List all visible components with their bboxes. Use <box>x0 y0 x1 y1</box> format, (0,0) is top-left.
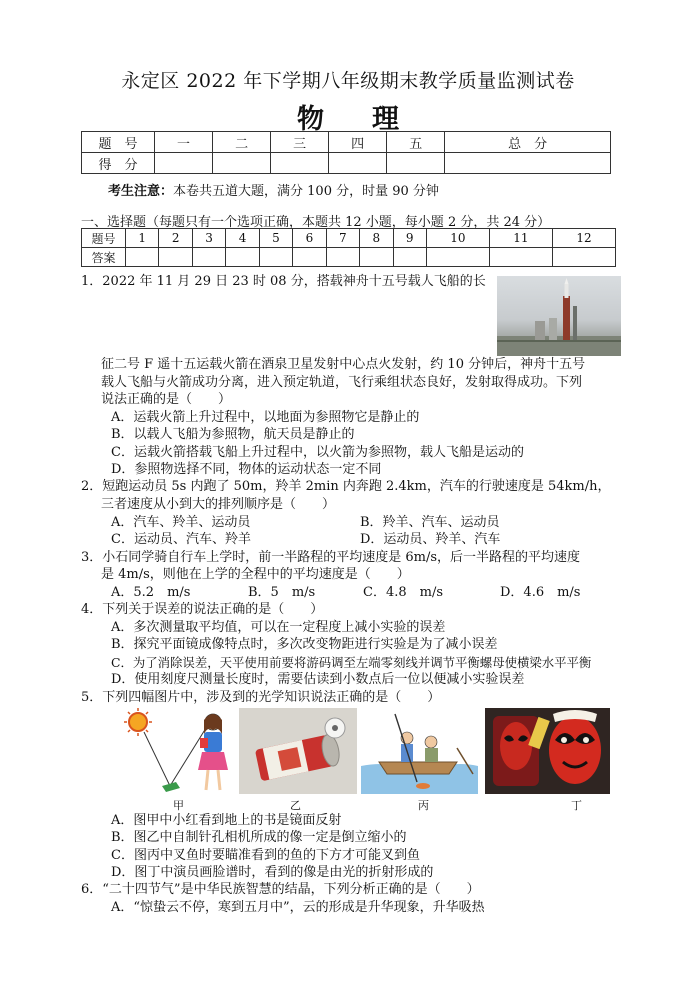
option-a[interactable]: A．图甲中小红看到地上的书是镜面反射 <box>111 813 342 828</box>
answer-table-answer-row <box>82 248 616 267</box>
notice-label: 考生注意： <box>108 184 174 199</box>
answer-cell: 1 <box>126 229 159 248</box>
score-cell: 题 号 <box>82 132 155 153</box>
option-c[interactable]: C．为了消除误差，天平使用前要将游码调至左端零刻线并调节平衡螺母使横梁水平平衡 <box>111 655 592 670</box>
spearfishing-boat-image <box>361 708 478 794</box>
answer-cell: 3 <box>192 229 225 248</box>
figure-caption: 丁 <box>571 799 582 812</box>
option-d[interactable]: D．使用刻度尺测量长度时，需要估读到小数点后一位以便减小实验误差 <box>111 672 525 687</box>
rocket-launch-photo <box>497 276 621 356</box>
answer-cell[interactable] <box>226 248 259 267</box>
option-d[interactable]: D．运动员、羚羊、汽车 <box>360 532 501 547</box>
option-c[interactable]: C．4.8 m/s <box>363 585 443 600</box>
question-6-line: 6．“二十四节气”是中华民族智慧的结晶，下列分析正确的是（ ） <box>81 882 480 897</box>
opera-mask-image <box>485 708 610 794</box>
option-c[interactable]: C．运载火箭搭载飞船上升过程中，以火箭为参照物，载人飞船是运动的 <box>111 445 524 460</box>
option-d[interactable]: D．图丁中演员画脸谱时，看到的像是由光的折射形成的 <box>111 865 434 880</box>
option-b[interactable]: B．以载人飞船为参照物，航天员是静止的 <box>111 427 355 442</box>
score-cell: 一 <box>155 132 213 153</box>
score-table-header-row <box>82 132 611 153</box>
answer-cell[interactable] <box>293 248 326 267</box>
answer-cell: 题号 <box>82 229 126 248</box>
question-4-line: 4．下列关于误差的说法正确的是（ ） <box>81 602 324 617</box>
exam-title: 永定区 2022 年下学期八年级期末教学质量监测试卷 <box>121 70 575 92</box>
score-cell: 四 <box>329 132 387 153</box>
girl-sun-book-image <box>118 708 234 794</box>
option-c[interactable]: C．运动员、汽车、羚羊 <box>111 532 251 547</box>
question-2-line: 2．短跑运动员 5s 内跑了 50m，羚羊 2min 内奔跑 2.4km，汽车的行驶速度是 54km/h， <box>81 479 611 494</box>
option-b[interactable]: B．探究平面镜成像特点时，多次改变物距进行实验是为了减小误差 <box>111 637 498 652</box>
figure-jia-girl-reflection <box>118 708 234 794</box>
answer-cell[interactable] <box>192 248 225 267</box>
answer-cell[interactable] <box>159 248 192 267</box>
answer-cell: 7 <box>326 229 359 248</box>
score-cell: 二 <box>213 132 271 153</box>
figure-caption: 甲 <box>173 799 184 812</box>
score-cell[interactable] <box>387 153 445 174</box>
answer-cell[interactable] <box>259 248 292 267</box>
answer-cell[interactable] <box>126 248 159 267</box>
answer-cell: 9 <box>393 229 426 248</box>
question-3-line: 3．小石同学骑自行车上学时，前一半路程的平均速度是 6m/s，后一半路程的平均速度 <box>81 550 581 565</box>
answer-cell: 8 <box>360 229 393 248</box>
option-d[interactable]: D．4.6 m/s <box>500 585 581 600</box>
question-1-line: 1．2022 年 11 月 29 日 23 时 08 分，搭载神舟十五号载人飞船的长 <box>81 274 486 289</box>
figure-ding-face-painting <box>485 708 610 794</box>
figure-caption: 乙 <box>290 799 301 812</box>
question-5-line: 5．下列四幅图片中，涉及到的光学知识说法正确的是（ ） <box>81 690 441 705</box>
answer-cell[interactable] <box>426 248 489 267</box>
score-table-score-row <box>82 153 611 174</box>
answer-cell: 6 <box>293 229 326 248</box>
option-a[interactable]: A．汽车、羚羊、运动员 <box>111 515 251 530</box>
score-cell: 三 <box>271 132 329 153</box>
option-c[interactable]: C．图丙中叉鱼时要瞄准看到的鱼的下方才可能叉到鱼 <box>111 848 420 863</box>
option-b[interactable]: B．羚羊、汽车、运动员 <box>360 515 500 530</box>
score-cell[interactable] <box>445 153 611 174</box>
answer-table <box>81 228 616 267</box>
figure-yi-pinhole-camera <box>239 708 357 794</box>
score-cell: 得 分 <box>82 153 155 174</box>
answer-cell[interactable] <box>326 248 359 267</box>
answer-cell: 4 <box>226 229 259 248</box>
question-1-line: 征二号 F 遥十五运载火箭在酒泉卫星发射中心点火发射，约 10 分钟后，神舟十五号 <box>101 357 586 372</box>
question-1-line: 载人飞船与火箭成功分离，进入预定轨道，飞行乘组状态良好，发射取得成功。下列 <box>101 375 583 390</box>
answer-cell: 5 <box>259 229 292 248</box>
answer-cell: 11 <box>489 229 552 248</box>
answer-cell[interactable] <box>489 248 552 267</box>
answer-cell: 2 <box>159 229 192 248</box>
exam-notice <box>108 180 439 199</box>
question-1-line: 说法正确的是（ ） <box>101 392 232 407</box>
subject-title: 物理 <box>297 104 447 135</box>
option-b[interactable]: B．5 m/s <box>248 585 316 600</box>
answer-cell: 12 <box>552 229 615 248</box>
figure-bing-spearfishing <box>361 708 478 794</box>
score-cell[interactable] <box>329 153 387 174</box>
score-cell[interactable] <box>155 153 213 174</box>
question-2-line: 三者速度从小到大的排列顺序是（ ） <box>101 497 336 512</box>
score-cell: 五 <box>387 132 445 153</box>
answer-cell: 答案 <box>82 248 126 267</box>
figure-caption: 丙 <box>418 799 429 812</box>
option-a[interactable]: A．运载火箭上升过程中，以地面为参照物它是静止的 <box>111 410 420 425</box>
rocket-launch-image <box>497 276 621 356</box>
answer-cell: 10 <box>426 229 489 248</box>
pinhole-camera-image <box>239 708 357 794</box>
answer-cell[interactable] <box>360 248 393 267</box>
question-3-line: 是 4m/s，则他在上学的全程中的平均速度是（ ） <box>101 567 410 582</box>
score-table <box>81 131 611 174</box>
notice-text: 本卷共五道大题，满分 100 分，时量 90 分钟 <box>173 184 439 199</box>
score-cell[interactable] <box>213 153 271 174</box>
option-a[interactable]: A．多次测量取平均值，可以在一定程度上减小实验的误差 <box>111 620 446 635</box>
score-cell: 总 分 <box>445 132 611 153</box>
answer-cell[interactable] <box>393 248 426 267</box>
answer-table-number-row <box>82 229 616 248</box>
option-a[interactable]: A．5.2 m/s <box>111 585 191 600</box>
option-d[interactable]: D．参照物选择不同，物体的运动状态一定不同 <box>111 462 382 477</box>
option-b[interactable]: B．图乙中自制针孔相机所成的像一定是倒立缩小的 <box>111 830 407 845</box>
score-cell[interactable] <box>271 153 329 174</box>
option-a[interactable]: A．“惊蛰云不停，寒到五月中”，云的形成是升华现象，升华吸热 <box>111 900 485 915</box>
answer-cell[interactable] <box>552 248 615 267</box>
section-heading: 一、选择题（每题只有一个选项正确，本题共 12 小题，每小题 2 分，共 24 分） <box>81 215 551 230</box>
